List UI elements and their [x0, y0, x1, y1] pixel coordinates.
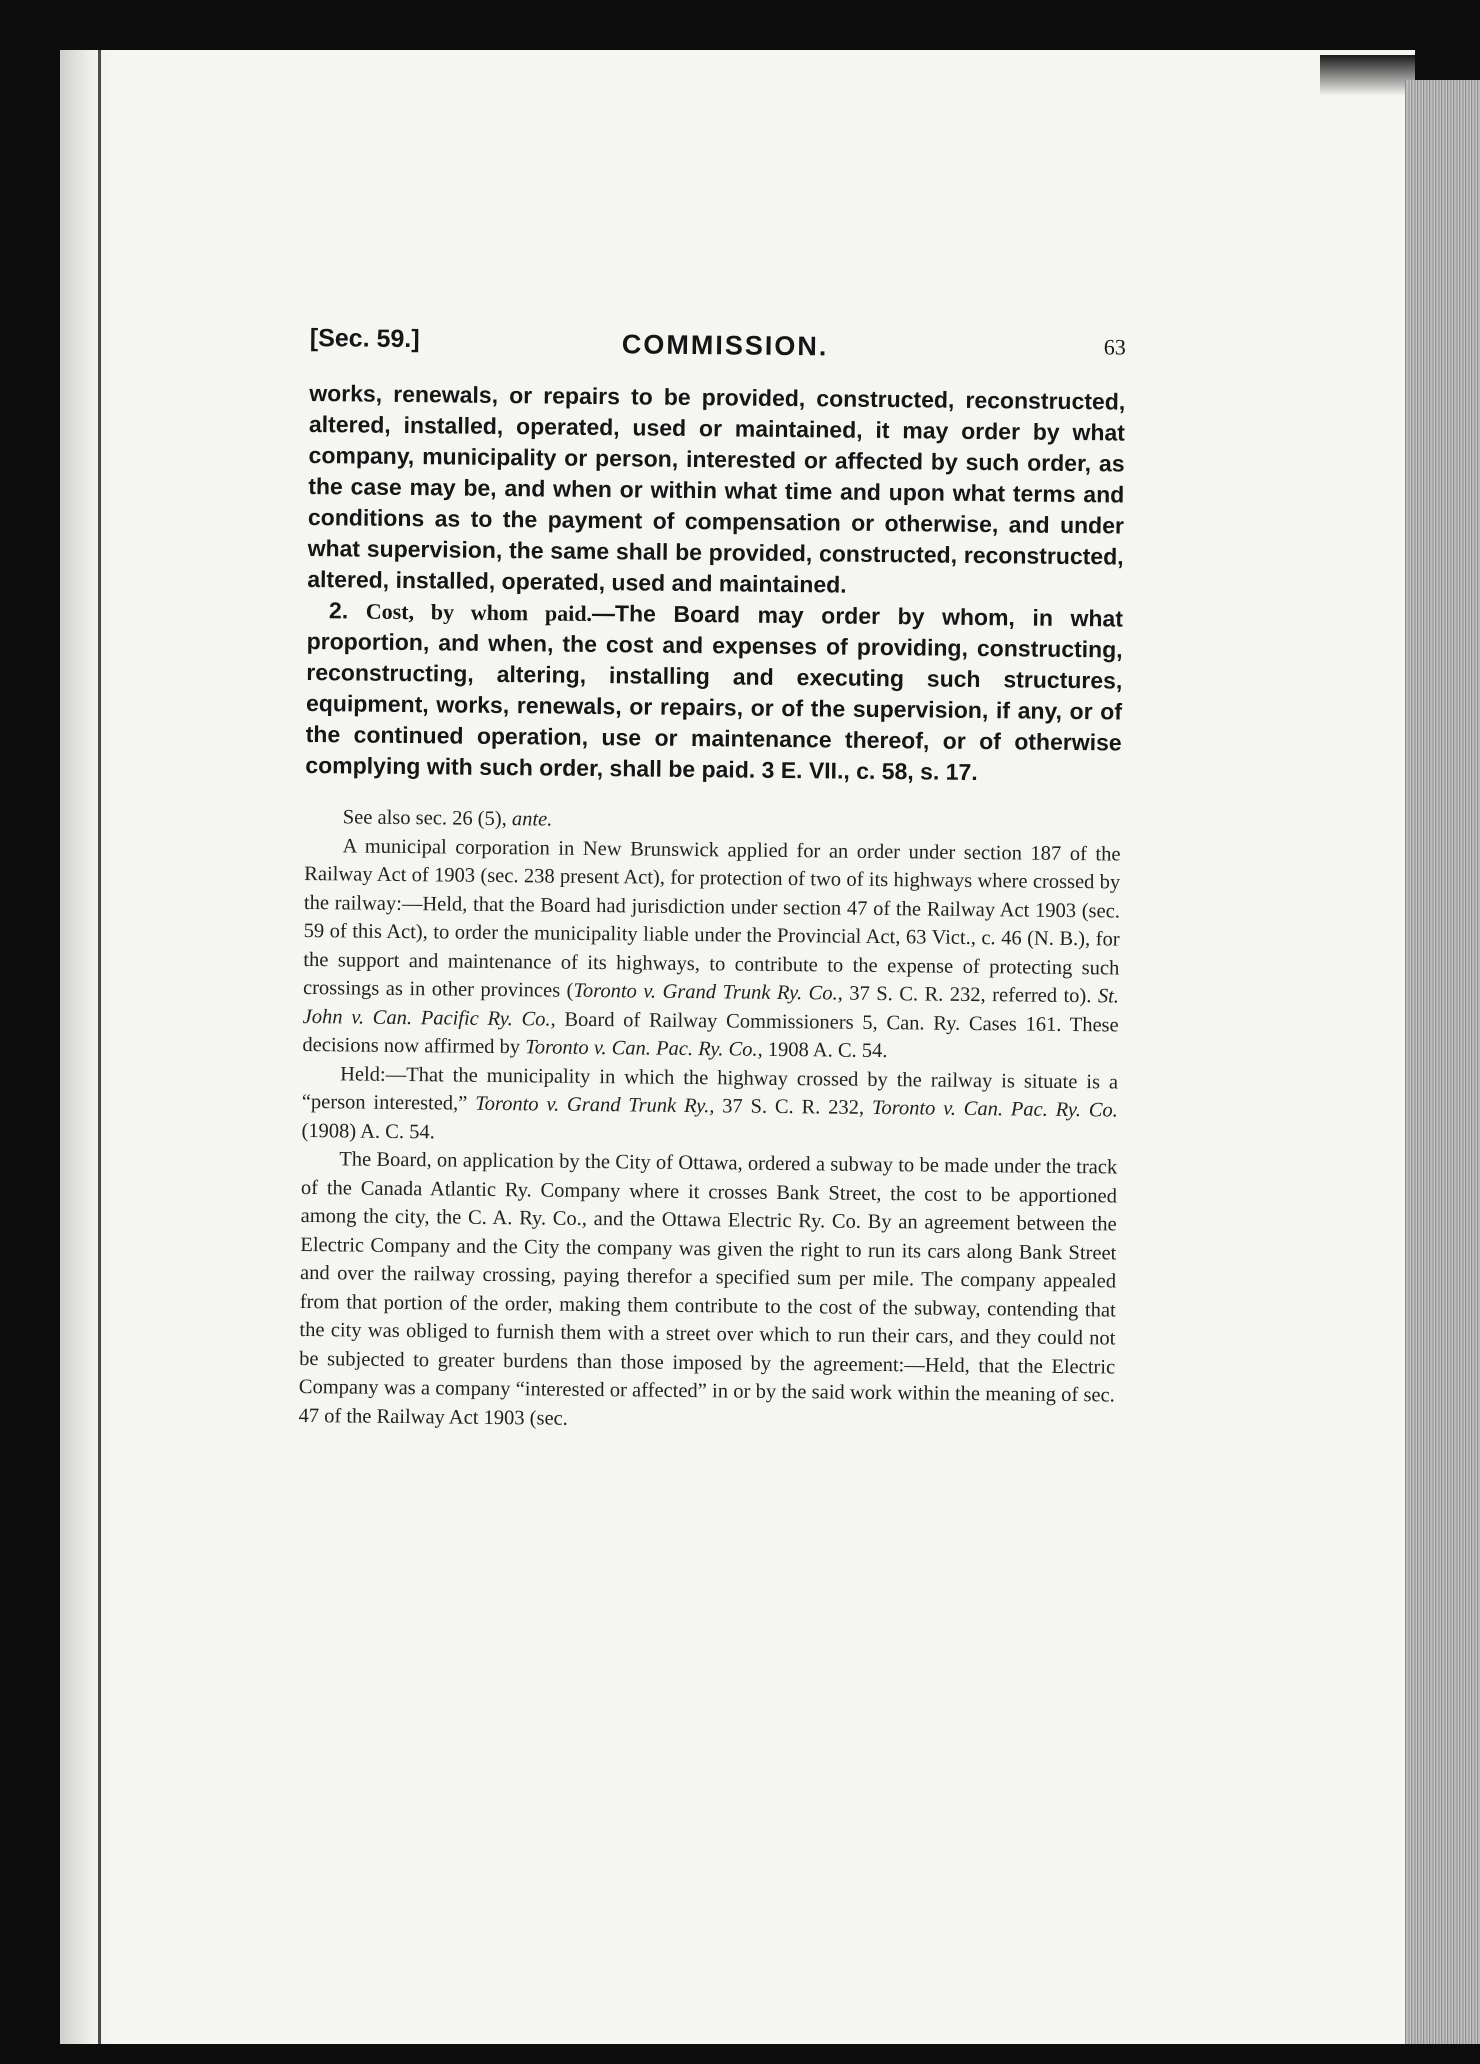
binding-shadow — [98, 50, 101, 2044]
page-stack-top-shadow — [1320, 55, 1415, 95]
statute-text — [305, 378, 1125, 790]
subsection-heading: Cost, by whom paid. — [365, 598, 593, 626]
note-text: 1908 A. C. 54. — [762, 1038, 888, 1063]
statute-citation: 3 E. VII., c. 58, s. 17. — [761, 756, 978, 786]
page-number: 63 — [1103, 334, 1126, 360]
note-ottawa-subway: The Board, on application by the City of Ottawa, ordered a subway to be made under the track of the Canada Atlantic Ry. Company where it crosses Bank Street, the cost to be apportioned among the city, the C. A. Ry. Co., and the Ottawa Electric Ry. Co. By an agreement between the Electric Company and the City the company was given the right to run its cars along Bank Street and over the railway crossing, paying therefor a specified sum per mile. The company appealed from that portion of the order, making them contribute to the cost of the subway, contending that the city was obliged to furnish them with a street over which to run their cars, and they could not be subjected to greater burdens than those imposed by the agreement:—Held, that the Electric Company was a company “interested or affected” in or by the said work within the meaning of sec. 47 of the Railway Act 1903 (sec. — [298, 1148, 1118, 1430]
page-gutter — [60, 50, 112, 2044]
statute-paragraph: works, renewals, or repairs to be provided, constructed, reconstructed, altered, installed, operated, used or maintained, it may order by what company, municipality or person, interested or affected by such order, as the case may be, and when or within what time and upon what terms and conditions as to the payment of compensation or otherwise, and under what supervision, the same shall be provided, constructed, reconstructed, altered, installed, operated, used and maintained. — [307, 379, 1126, 598]
subsection-text: —The Board may order by whom, in what proportion, and when, the cost and expenses of providing, constructing, reconstructing, altering, installing and executing such structures, equipment, works, renewals, or repairs, or of the supervision, if any, or of the continued operation, use or maintenance thereof, or of otherwise complying with such order, shall be paid. — [305, 599, 1124, 783]
note-text: 37 S. C. R. 232, referred to). — [842, 982, 1099, 1008]
running-header — [309, 324, 1125, 381]
note-text: (1908) A. C. 54. — [301, 1119, 435, 1143]
subsection-number: 2. — [328, 597, 349, 624]
note-text: Board of Railway Commissioners 5, Can. Ry. Cases 161. These decisions now affirmed by — [302, 1008, 1119, 1059]
note-text: Held:—That the municipality in which the highway crossed by the railway is situate is a “person interested,” — [301, 1062, 1119, 1115]
running-title: COMMISSION. — [621, 329, 829, 362]
note-person-interested — [301, 1059, 1118, 1153]
case-name: Toronto v. Can. Pac. Ry. Co., — [525, 1036, 763, 1061]
note-text: 37 S. C. R. 232, — [714, 1095, 873, 1119]
case-name: Toronto v. Can. Pac. Ry. Co. — [871, 1096, 1118, 1122]
section-reference: [Sec. 59.] — [309, 324, 420, 354]
case-name: Toronto v. Grand Trunk Ry., — [475, 1092, 715, 1118]
see-also-ante: ante. — [511, 808, 553, 831]
note-text: A municipal corporation in New Brunswick applied for an order under section 187 of the Railway Act of 1903 (sec. 238 present Act), for protection of two of its highways where crossed by the railway:—Held, that the Board had jurisdiction under section 47 of the Railway Act 1903 (sec. 59 of this Act), to order the municipality liable under the Provincial Act, 63 Vict., c. 46 (N. B.), for the support and maintenance of its highways, to contribute to the expense of protecting such crossings as in other provinces ( — [302, 834, 1121, 1002]
annotation-notes — [298, 803, 1121, 1439]
page-stack-edges — [1405, 80, 1480, 2044]
subsection-2 — [305, 595, 1123, 790]
page-content — [298, 324, 1126, 1438]
case-name: St. John v. Can. Pacific Ry. Co., — [302, 985, 1120, 1031]
see-also-text: See also sec. 26 (5), — [342, 806, 513, 831]
case-name: Toronto v. Grand Trunk Ry. Co., — [573, 979, 843, 1005]
note-new-brunswick — [302, 831, 1120, 1068]
